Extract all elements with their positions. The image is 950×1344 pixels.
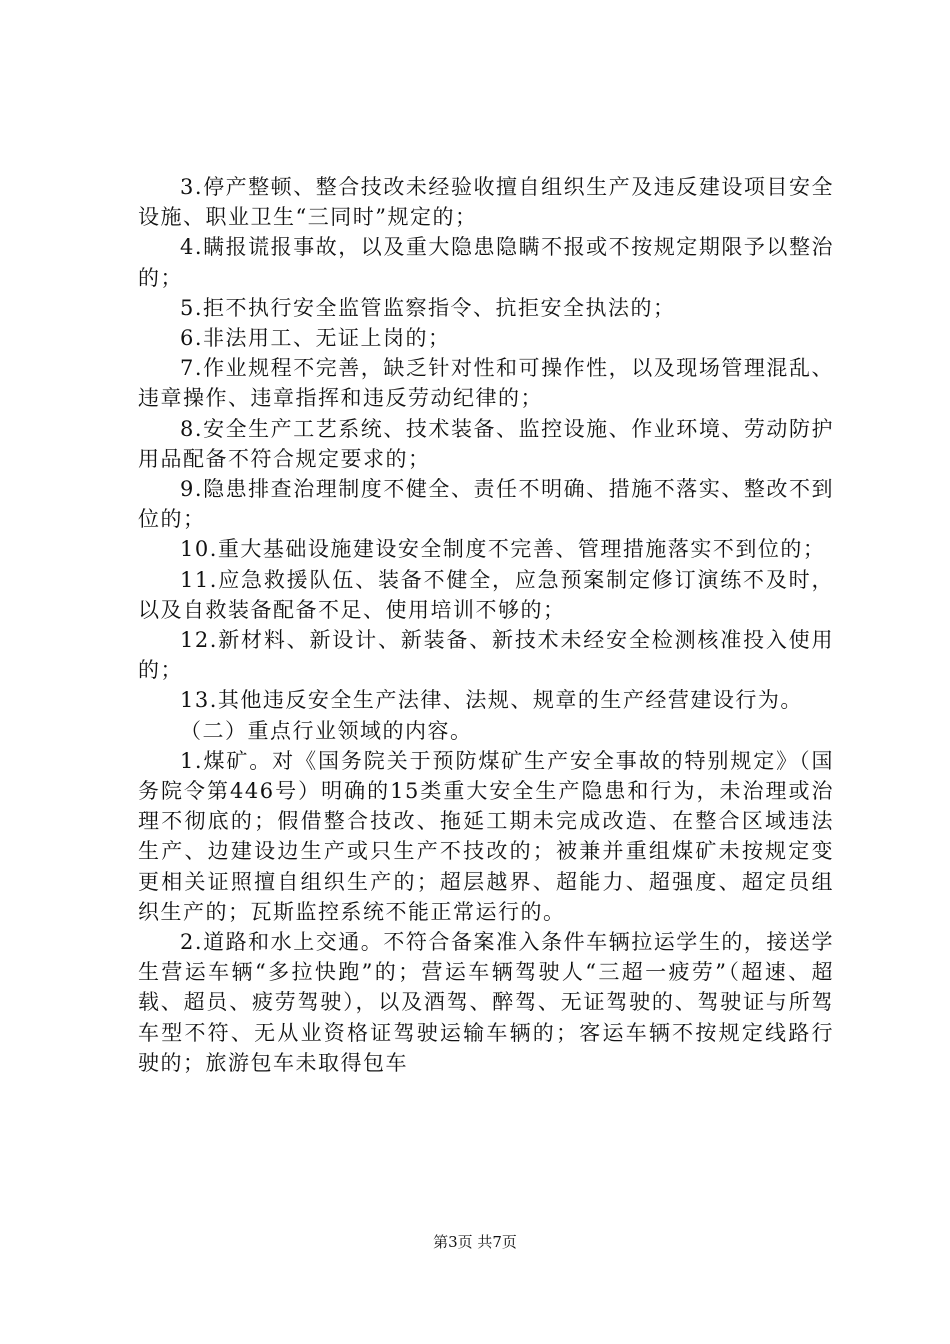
- paragraph-item-8: 8.安全生产工艺系统、技术装备、监控设施、作业环境、劳动防护用品配备不符合规定要求的；: [138, 416, 834, 471]
- paragraph-item-3: 3.停产整顿、整合技改未经验收擅自组织生产及违反建设项目安全设施、职业卫生“三同时”规定的；: [138, 175, 834, 230]
- page-number-footer: 第3页 共7页: [433, 1233, 517, 1251]
- paragraph-item-10: 10.重大基础设施建设安全制度不完善、管理措施落实不到位的；: [180, 537, 826, 562]
- paragraph-item-13: 13.其他违反安全生产法律、法规、规章的生产经营建设行为。: [180, 688, 803, 713]
- section-heading: （二）重点行业领域的内容。: [180, 718, 473, 743]
- paragraph-coal-mines: 1.煤矿。对《国务院关于预防煤矿生产安全事故的特别规定》（国务院令第446号）明确的15类重大安全生产隐患和行为，未治理或治理不彻底的；假借整合技改、拖延工期未完成改造、在整合区域违法生产、边建设边生产或只生产不技改的；被兼并重组煤矿未按规定变更相关证照擅自组织生产的；超层越界、超能力、超强度、超定员组织生产的；瓦斯监控系统不能正常运行的。: [138, 748, 834, 924]
- paragraph-item-11: 11.应急救援队伍、装备不健全，应急预案制定修订演练不及时，以及自救装备配备不足、使用培训不够的；: [138, 567, 834, 622]
- paragraph-item-9: 9.隐患排查治理制度不健全、责任不明确、措施不落实、整改不到位的；: [138, 477, 834, 532]
- paragraph-item-4: 4.瞒报谎报事故，以及重大隐患隐瞒不报或不按规定期限予以整治的；: [138, 235, 834, 290]
- paragraph-item-12: 12.新材料、新设计、新装备、新技术未经安全检测核准投入使用的；: [138, 628, 834, 683]
- document-body: [138, 172, 834, 1078]
- paragraph-item-5: 5.拒不执行安全监管监察指令、抗拒安全执法的；: [180, 295, 676, 320]
- paragraph-item-6: 6.非法用工、无证上岗的；: [180, 326, 451, 351]
- paragraph-item-7: 7.作业规程不完善，缺乏针对性和可操作性，以及现场管理混乱、违章操作、违章指挥和违反劳动纪律的；: [138, 356, 834, 411]
- paragraph-road-water-traffic: 2.道路和水上交通。不符合备案准入条件车辆拉运学生的，接送学生营运车辆“多拉快跑”的；营运车辆驾驶人“三超一疲劳”（超速、超载、超员、疲劳驾驶），以及酒驾、醉驾、无证驾驶的、驾驶证与所驾车型不符、无从业资格证驾驶运输车辆的；客运车辆不按规定线路行驶的；旅游包车未取得包车: [138, 930, 834, 1075]
